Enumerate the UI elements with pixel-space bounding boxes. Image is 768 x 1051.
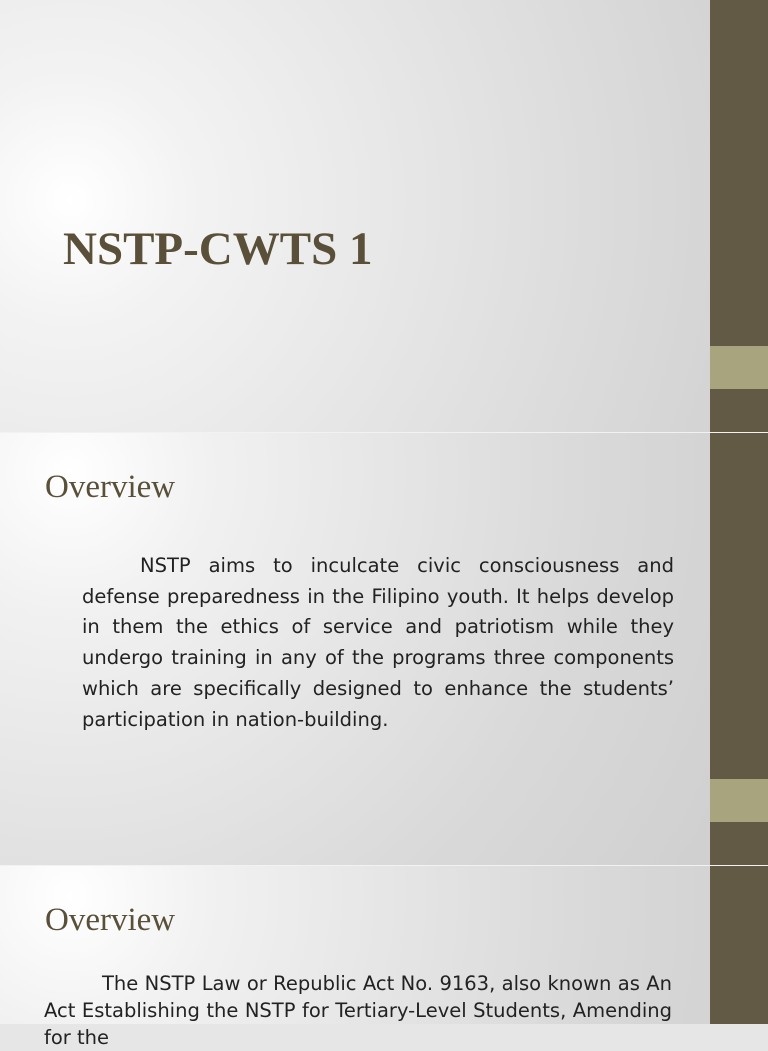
slide-sidebar-accent [710, 779, 768, 822]
slide-title [0, 0, 768, 432]
slide-sidebar-accent [710, 346, 768, 389]
slide-overview-2 [0, 866, 768, 1049]
slide-heading: Overview [45, 469, 176, 505]
slide-sidebar-bar [710, 866, 768, 1024]
slide-body-text: NSTP aims to inculcate civic consciousness and defense preparedness in the Filipino youth. It helps develop in them the ethics of service and patriotism while they undergo training in any of the programs three components which are specifically designed to enhance the students’ participation in nation-building. [82, 554, 674, 731]
slide-overview-1 [0, 433, 768, 865]
slide-title-text: NSTP-CWTS 1 [63, 223, 373, 275]
slide-heading: Overview [45, 902, 176, 938]
slide-body-text: The NSTP Law or Republic Act No. 9163, also known as An Act Establishing the NSTP for Tertiary-Level Students, Amending for the [44, 972, 672, 1049]
